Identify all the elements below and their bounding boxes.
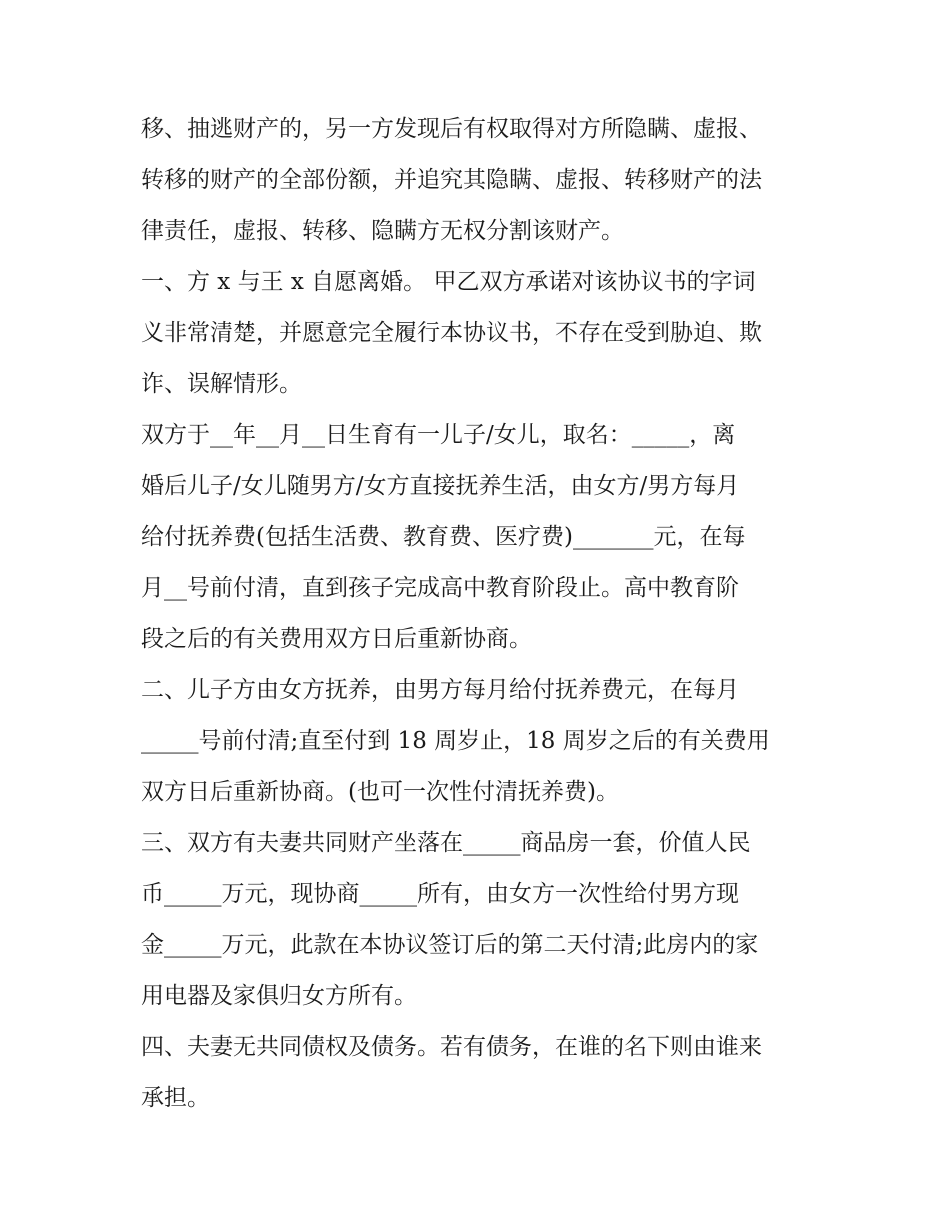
text-line: 承担。 xyxy=(141,1085,210,1111)
text-line: 律责任，虚报、转移、隐瞒方无权分割该财产。 xyxy=(141,218,624,244)
text-line: 一、方 x 与王 x 自愿离婚。 甲乙双方承诺对该协议书的字词 xyxy=(141,269,756,295)
text-line: 二、儿子方由女方抚养，由男方每月给付抚养费元，在每月 xyxy=(141,677,739,703)
text-line: 双方于__年__月__日生育有一儿子/女儿，取名：_____，离 xyxy=(141,422,736,448)
text-line: 诈、误解情形。 xyxy=(141,371,302,397)
text-line: 转移的财产的全部份额，并追究其隐瞒、虚报、转移财产的法 xyxy=(141,167,762,193)
text-line: 月__号前付清，直到孩子完成高中教育阶段止。高中教育阶 xyxy=(141,575,739,601)
text-line: 三、双方有夫妻共同财产坐落在_____商品房一套，价值人民 xyxy=(141,830,751,856)
text-line: 用电器及家俱归女方所有。 xyxy=(141,983,417,1009)
text-line: 币_____万元，现协商_____所有，由女方一次性给付男方现 xyxy=(141,881,739,907)
text-line: 给付抚养费(包括生活费、教育费、医疗费)_______元，在每 xyxy=(141,524,746,550)
document-body xyxy=(141,104,831,1124)
text-line: 段之后的有关费用双方日后重新协商。 xyxy=(141,626,532,652)
text-line: 金_____万元，此款在本协议签订后的第二天付清;此房内的家 xyxy=(141,932,759,958)
text-line: _____号前付清;直至付到 18 周岁止，18 周岁之后的有关费用 xyxy=(141,728,770,754)
text-line: 移、抽逃财产的，另一方发现后有权取得对方所隐瞒、虚报、 xyxy=(141,116,762,142)
text-line: 义非常清楚，并愿意完全履行本协议书，不存在受到胁迫、欺 xyxy=(141,320,762,346)
text-line: 婚后儿子/女儿随男方/女方直接抚养生活，由女方/男方每月 xyxy=(141,473,740,499)
text-line: 四、夫妻无共同债权及债务。若有债务，在谁的名下则由谁来 xyxy=(141,1034,762,1060)
text-line: 双方日后重新协商。(也可一次性付清抚养费)。 xyxy=(141,779,619,805)
